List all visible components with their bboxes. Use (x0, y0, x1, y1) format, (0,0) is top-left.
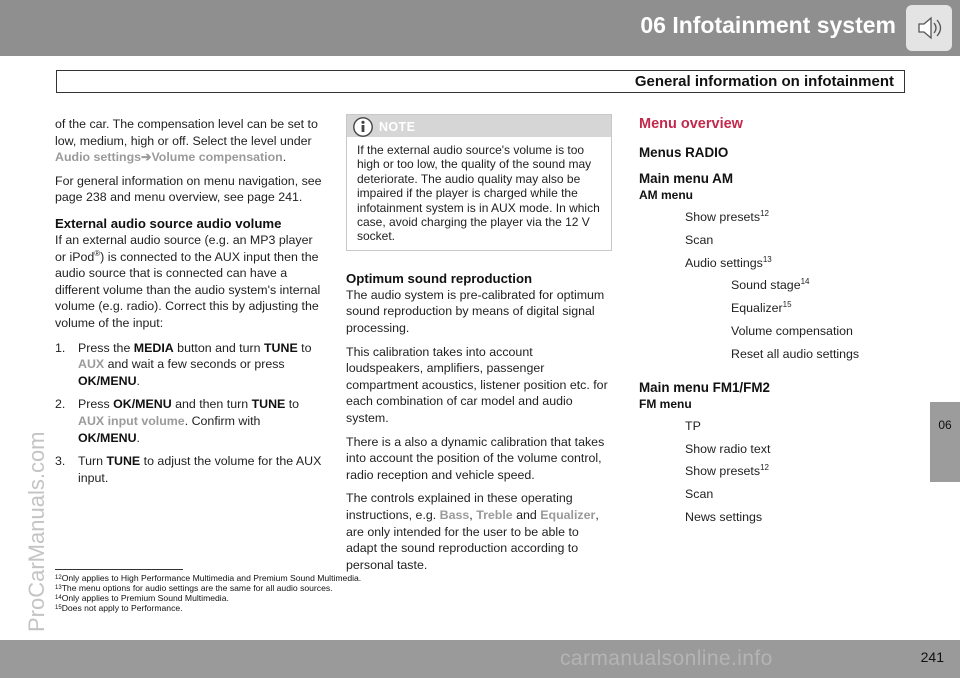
right-column (639, 115, 911, 532)
menu-item-label: Show presets (685, 464, 761, 479)
footnote-number: 14 (55, 595, 62, 601)
menu-item-label: Scan (685, 487, 714, 502)
page-footer (0, 640, 960, 678)
key-tune: TUNE (251, 397, 286, 412)
menu-item-label: Equalizer (731, 301, 783, 316)
menu-item-label: Scan (685, 232, 714, 247)
external-audio-heading: External audio source audio volume (55, 215, 282, 231)
footnote-number: 13 (55, 585, 62, 591)
menu-item (639, 209, 911, 225)
control-equalizer: Equalizer (540, 507, 596, 522)
steps-list (55, 340, 323, 487)
menu-item (639, 232, 911, 248)
step-text: to (297, 340, 312, 355)
paragraph-text: ) is connected to the AUX input then the audio source that is connected can have a different volume than the audio system's internal volume (e.g. radio). Correct this by adjusting the volume of the input: (55, 249, 321, 330)
separator: and (512, 507, 541, 522)
step-number: 3. (55, 454, 66, 469)
key-ok-menu: OK/MENU (78, 373, 137, 388)
footnotes (55, 573, 361, 613)
controls-paragraph (346, 490, 612, 573)
footer-watermark: carmanualsonline.info (560, 647, 773, 670)
menu-item-label: Show presets (685, 210, 761, 224)
step-number: 1. (55, 340, 66, 355)
note-header (347, 115, 611, 137)
note-body: If the external audio source's volume is too high or too low, the quality of the sound may deteriorate. The audio quality may also be impaired if the player is charged while the infotainment system is in AUX mode. In which case, avoid charging the player via the 12 V socket. (357, 143, 600, 244)
key-tune: TUNE (263, 340, 298, 355)
chapter-tab (930, 402, 960, 482)
page-number: 241 (920, 649, 944, 665)
menu-item-label: Show radio text (685, 441, 771, 456)
chapter-header (0, 0, 960, 56)
middle-column (346, 114, 612, 580)
step-text: and then turn (171, 397, 252, 412)
menu-item (639, 441, 911, 457)
key-ok-menu: OK/MENU (113, 397, 172, 412)
footnote (55, 593, 361, 603)
footnote-ref: 12 (760, 209, 769, 218)
note-box (346, 114, 612, 251)
step-2 (55, 396, 323, 446)
paragraph-text: , are only intended for the user to be able to adapt the sound reproduction according to personal taste. (346, 507, 599, 572)
key-ok-menu: OK/MENU (78, 430, 137, 445)
arrow-icon: ➔ (141, 150, 152, 165)
speaker-icon (906, 5, 952, 51)
step-1 (55, 340, 323, 390)
step-text: to adjust the volume for the AUX input. (78, 454, 322, 485)
footnote-number: 12 (55, 575, 62, 581)
menu-item-label: Audio settings (685, 255, 763, 270)
footnote-ref: 12 (760, 463, 769, 473)
step-text: . Confirm with (184, 413, 261, 428)
footnote (55, 583, 361, 593)
key-media: MEDIA (133, 340, 174, 355)
footnote-text: The menu options for audio settings are the same for all audio sources. (61, 583, 333, 593)
menu-path-volume-compensation: Volume compensation (151, 150, 283, 165)
menu-path-audio-settings: Audio settings (55, 150, 142, 165)
control-treble: Treble (476, 507, 513, 522)
footnote-text: Does not apply to Performance. (61, 603, 183, 613)
fm-menu-list (639, 418, 911, 525)
paragraph-text: of the car. The compensation level can be set to low, medium, high or off. Select the level under (55, 117, 318, 148)
step-3 (55, 453, 323, 486)
menu-item-label: Volume compensation (731, 323, 853, 338)
audio-settings-list (639, 277, 911, 361)
paragraph-text: The controls explained in these operating instructions, e.g. (346, 491, 573, 522)
navigation-paragraph: For general information on menu navigation, see page 238 and menu overview, see page 241. (55, 173, 322, 205)
am-menu-heading: Main menu AM (639, 171, 733, 186)
registered-mark: ® (94, 248, 101, 258)
menu-item (639, 300, 911, 316)
compensation-paragraph (55, 116, 323, 166)
left-column (55, 116, 323, 493)
step-text: Press the (78, 340, 134, 355)
paragraph-end: . (282, 150, 287, 165)
menu-item-label: Reset all audio settings (731, 346, 860, 361)
menu-item (639, 463, 911, 479)
chapter-title: 06 Infotainment system (640, 12, 896, 38)
control-bass: Bass (439, 507, 470, 522)
footnote-ref: 13 (762, 254, 772, 264)
footnote-ref: 14 (800, 277, 810, 287)
paragraph-text: If an external audio source (e.g. an MP3 player or iPod (55, 232, 313, 264)
step-text: button and turn (173, 340, 264, 355)
step-text: Turn (78, 454, 107, 469)
side-watermark: ProCarManuals.com (24, 431, 49, 632)
menu-aux-input-volume: AUX input volume (78, 413, 185, 428)
footnote (55, 573, 361, 583)
menu-item (639, 277, 911, 293)
external-audio-paragraph (55, 232, 323, 332)
menu-aux: AUX (78, 357, 105, 372)
am-menu-subheading: AM menu (639, 188, 693, 202)
menu-item (639, 509, 911, 525)
menu-overview-title: Menu overview (639, 116, 743, 132)
section-title: General information on infotainment (634, 73, 894, 90)
chapter-tab-label: 06 (938, 418, 952, 432)
footnote-text: Only applies to High Performance Multimedia and Premium Sound Multimedia. (61, 573, 362, 583)
calibration-paragraph: The audio system is pre-calibrated for optimum sound reproduction by means of digital signal processing. (346, 287, 605, 336)
footnote-ref: 15 (782, 300, 792, 310)
step-text: . (136, 373, 140, 388)
menus-radio-heading: Menus RADIO (639, 145, 729, 160)
section-header (56, 70, 905, 93)
am-menu-list (639, 209, 911, 271)
footnote-number: 15 (55, 605, 62, 611)
dynamic-calibration-paragraph: There is a also a dynamic calibration that takes into account the position of the volume control, radio reception and vehicle speed. (346, 434, 605, 482)
menu-item (639, 346, 911, 362)
fm-menu-heading: Main menu FM1/FM2 (639, 379, 770, 395)
menu-item-label: News settings (685, 509, 763, 524)
menu-item-label: TP (685, 418, 701, 433)
note-title: NOTE (379, 120, 416, 134)
step-number: 2. (55, 397, 66, 412)
menu-item (639, 486, 911, 502)
key-tune: TUNE (106, 454, 141, 469)
footnote (55, 603, 361, 613)
calibration-details-paragraph: This calibration takes into account loudspeakers, amplifiers, passenger compartment acoustics, listener position etc. for each combination of car model and audio system. (346, 344, 608, 425)
menu-item (639, 323, 911, 339)
step-text: and wait a few seconds or press (104, 357, 285, 372)
info-icon (352, 116, 374, 138)
fm-menu-subheading: FM menu (639, 396, 692, 411)
step-text: to (285, 397, 300, 412)
menu-item (639, 255, 911, 271)
footnote-divider (55, 569, 183, 570)
menu-item-label: Sound stage (731, 278, 801, 293)
sound-reproduction-heading: Optimum sound reproduction (346, 270, 533, 286)
step-text: Press (78, 397, 114, 412)
footnote-text: Only applies to Premium Sound Multimedia. (61, 593, 229, 603)
separator: , (469, 507, 477, 522)
step-text: . (136, 430, 140, 445)
menu-item (639, 418, 911, 434)
